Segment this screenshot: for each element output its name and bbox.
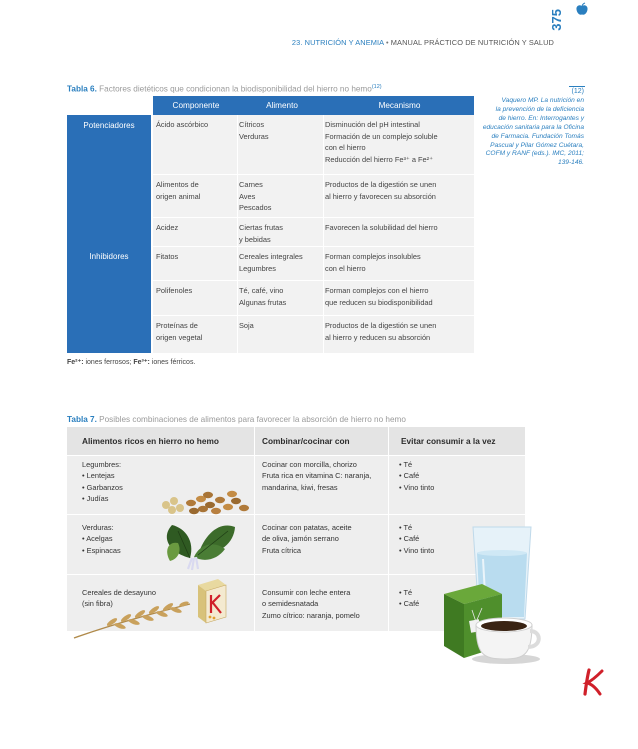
cell-alimentos: Legumbres:	[82, 460, 122, 469]
cell-mecanismo: con el hierro	[325, 263, 366, 273]
group-label: Inhibidores	[89, 252, 129, 261]
cell-alimentos: • Judías	[82, 493, 109, 503]
footnote-text: iones férricos.	[149, 359, 196, 366]
table6-ref: (12)	[371, 84, 382, 90]
table6-label: Tabla 6.	[67, 84, 97, 94]
cell-alimento: Legumbres	[239, 263, 276, 273]
cell-alimento: Verduras	[239, 131, 269, 141]
cell-alimento: Algunas frutas	[239, 297, 287, 307]
cell-evitar: • Vino tinto	[399, 482, 435, 492]
cell-alimento: Té, café, vino	[239, 286, 284, 295]
cell-alimentos: • Lentejas	[82, 471, 115, 481]
cell-alimentos: • Espinacas	[82, 545, 121, 555]
footnote-fe3: Fe³⁺:	[133, 359, 150, 366]
chapter-title: 23. NUTRICIÓN Y ANEMIA	[291, 38, 384, 47]
cell-alimentos: • Acelgas	[82, 534, 113, 544]
footnote-text: iones ferrosos;	[83, 359, 134, 366]
reference-line: educación sanitaria para la Oficina	[482, 123, 584, 131]
cell-componente: Fitatos	[156, 252, 179, 261]
group-label: Potenciadores	[83, 121, 135, 130]
cell-componente: Proteínas de	[156, 321, 198, 330]
cell-alimento: Soja	[239, 321, 254, 330]
table7-title	[67, 415, 406, 424]
cell-combinar: Consumir con leche entera	[262, 588, 351, 597]
reference-line: Vaquero MP. La nutrición en	[501, 97, 584, 104]
footnote-fe2: Fe²⁺:	[67, 359, 84, 366]
cell-combinar: o semidesnatada	[262, 599, 319, 609]
cell-alimentos: Cereales de desayuno	[82, 588, 156, 597]
running-header	[292, 38, 554, 47]
cell-componente: Acidez	[156, 223, 179, 232]
cell-combinar: Cocinar con morcilla, chorizo	[262, 460, 357, 469]
cell-alimento: Pescados	[239, 203, 272, 212]
table-row	[262, 459, 371, 493]
cell-alimentos: (sin fibra)	[82, 599, 113, 609]
table-row	[262, 587, 360, 621]
table-row	[82, 522, 121, 556]
table6-title	[67, 84, 382, 94]
group-potenciadores	[67, 115, 151, 246]
cell-mecanismo: al hierro y favorecen su absorción	[325, 191, 436, 201]
cell-mecanismo: Productos de la digestión se unen	[325, 321, 437, 330]
cell-mecanismo: Forman complejos insolubles	[325, 252, 421, 261]
cell-mecanismo: Disminución del pH intestinal	[325, 120, 420, 129]
kellogg-k-logo	[580, 668, 606, 696]
wheat-illustration	[72, 598, 192, 640]
table-row	[399, 459, 434, 493]
cell-componente: origen vegetal	[156, 332, 203, 342]
cell-combinar: Fruta cítrica	[262, 545, 302, 555]
legumes-illustration	[146, 453, 261, 515]
column-divider	[237, 115, 238, 353]
reference-text	[477, 97, 584, 168]
table-row	[153, 175, 474, 217]
manual-title: MANUAL PRÁCTICO DE NUTRICIÓN Y SALUD	[390, 38, 554, 47]
cell-alimento: Ciertas frutas	[239, 223, 283, 232]
t7-header-alimentos: Alimentos ricos en hierro no hemo	[67, 427, 254, 455]
cell-evitar: • Café	[399, 471, 420, 481]
column-divider	[323, 115, 324, 353]
cell-componente: Polifenoles	[156, 286, 193, 295]
table7-title-text: Posibles combinaciones de alimentos para favorecer la absorción de hierro no hemo	[96, 415, 406, 424]
cell-combinar: mandarina, kiwi, fresas	[262, 482, 338, 492]
cell-componente: origen animal	[156, 191, 201, 201]
cell-evitar: • Té	[399, 588, 413, 597]
cell-evitar: • Café	[399, 599, 420, 609]
cereal-box-illustration	[194, 577, 230, 625]
table-row	[262, 522, 352, 556]
cell-mecanismo: con el hierro	[325, 143, 366, 152]
table7-label: Tabla 7.	[67, 415, 97, 424]
cell-mecanismo: Formación de un complejo soluble	[325, 131, 438, 141]
header-separator: •	[385, 38, 389, 47]
cell-mecanismo: Favorecen la solubilidad del hierro	[325, 223, 438, 232]
cell-alimento: Aves	[239, 191, 256, 201]
reference-line: COFM y RANF (eds.). IMC, 2011;	[485, 150, 584, 158]
reference-number: (12)	[571, 88, 584, 95]
cell-evitar: • Té	[399, 460, 413, 469]
table-row	[153, 247, 474, 280]
cell-mecanismo: Productos de la digestión se unen	[325, 180, 437, 189]
cell-alimento: y bebidas	[239, 234, 271, 244]
cell-alimento: Cereales integrales	[239, 252, 303, 261]
group-inhibidores	[67, 246, 151, 353]
cell-evitar: • Vino tinto	[399, 545, 435, 555]
apple-icon	[575, 2, 589, 16]
page-number: 375	[549, 9, 564, 31]
t7-header-evitar: Evitar consumir a la vez	[389, 427, 525, 455]
table-row	[399, 587, 419, 610]
cell-alimento: Carnes	[239, 180, 263, 189]
cell-mecanismo: Forman complejos con el hierro	[325, 286, 429, 295]
t6-header-mecanismo: Mecanismo	[325, 96, 474, 115]
t7-header-combinar: Combinar/cocinar con	[255, 427, 388, 455]
cell-alimentos: • Garbanzos	[82, 482, 123, 492]
cell-componente: Alimentos de	[156, 180, 199, 189]
cell-mecanismo: al hierro y reducen su absorción	[325, 332, 431, 342]
cell-combinar: Fruta rica en vitamina C: naranja,	[262, 471, 372, 481]
reference-rule	[569, 86, 585, 87]
cell-combinar: de oliva, jamón serrano	[262, 534, 339, 544]
table6-title-text: Factores dietéticos que condicionan la biodisponibilidad del hierro no hemo	[96, 84, 372, 94]
table6-footnote	[67, 358, 195, 366]
reference-line: Pascual y Pilar Gómez Cuétara,	[490, 141, 584, 149]
reference-line: de hierro. En: Interrogantes y	[498, 114, 584, 122]
table-row	[153, 218, 474, 246]
t6-header-componente: Componente	[153, 96, 239, 115]
table-row	[153, 316, 474, 353]
cell-combinar: Zumo cítrico: naranja, pomelo	[262, 610, 360, 620]
table-row	[82, 459, 123, 504]
coffee-cup-illustration	[470, 615, 544, 665]
reference-line: 139-146.	[557, 159, 584, 167]
table-row	[153, 115, 474, 174]
reference-line: de Farmacia. Fundación Tomás	[491, 132, 584, 140]
spinach-illustration	[150, 513, 240, 571]
cell-combinar: Cocinar con patatas, aceite	[262, 523, 352, 532]
cell-alimento: Cítricos	[239, 120, 265, 129]
cell-alimentos: Verduras:	[82, 523, 114, 532]
cell-mecanismo: que reducen su biodisponibilidad	[325, 297, 433, 307]
reference-line: la prevención de la deficiencia	[495, 105, 584, 113]
table-row	[399, 522, 434, 556]
cell-componente: Ácido ascórbico	[156, 120, 209, 129]
cell-evitar: • Té	[399, 523, 413, 532]
cell-evitar: • Café	[399, 534, 420, 544]
t6-header-alimento: Alimento	[239, 96, 325, 115]
table-row	[153, 281, 474, 315]
cell-mecanismo: Reducción del hierro Fe³⁺ a Fe²⁺	[325, 154, 434, 164]
